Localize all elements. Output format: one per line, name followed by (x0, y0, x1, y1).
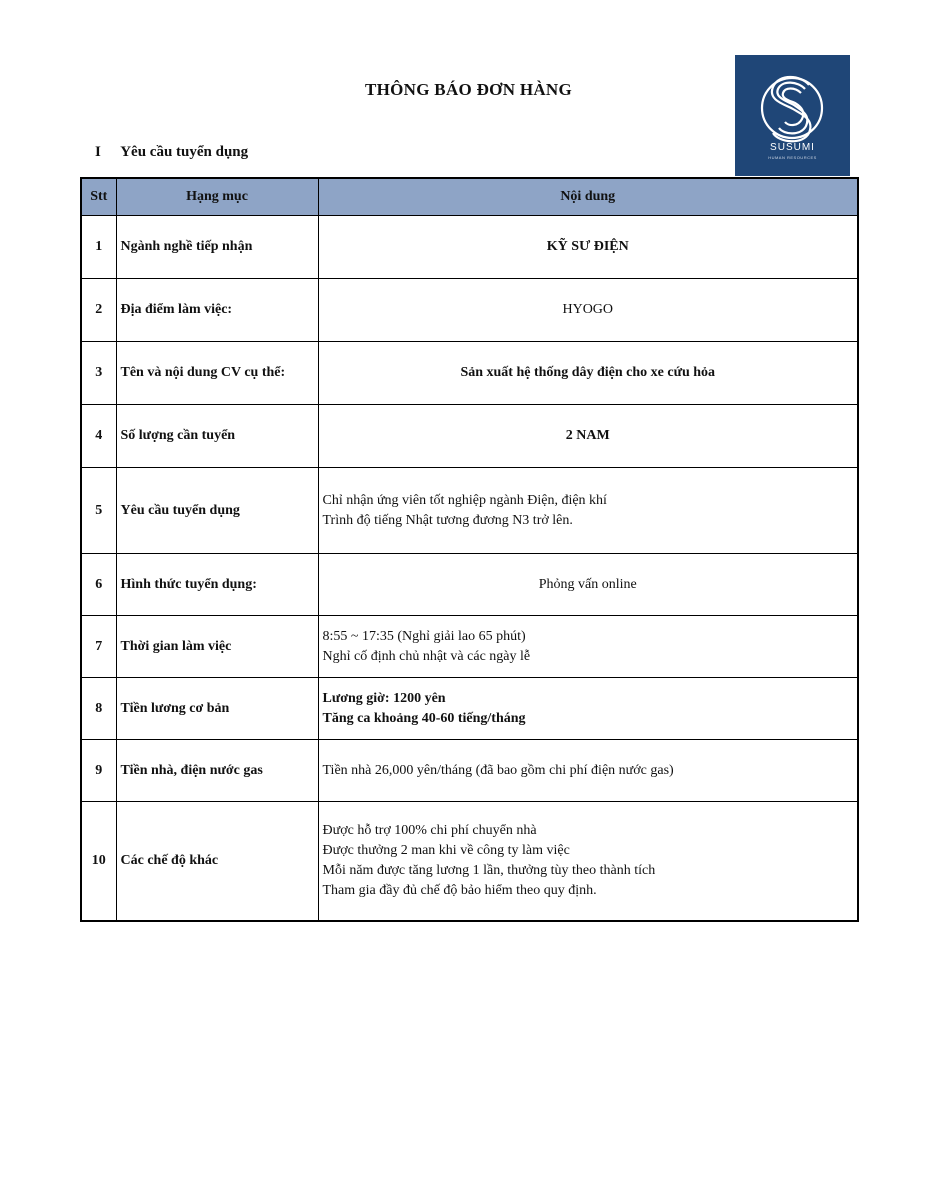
row-number: 1 (81, 216, 116, 279)
row-item: Tiền lương cơ bản (116, 678, 318, 740)
content-line: Chỉ nhận ứng viên tốt nghiệp ngành Điện, điện khí (322, 492, 607, 508)
section-number: I (95, 144, 101, 160)
content-line: 8:55 ~ 17:35 (Nghỉ giải lao 65 phút) (322, 628, 526, 644)
row-number: 3 (81, 342, 116, 405)
section-heading (95, 144, 248, 161)
row-content (318, 554, 858, 616)
header-item: Hạng mục (116, 178, 318, 216)
row-item: Ngành nghề tiếp nhận (116, 216, 318, 279)
content-line: Được thưởng 2 man khi về công ty làm việc (322, 842, 570, 858)
content-line: Tiền nhà 26,000 yên/tháng (đã bao gồm chi phí điện nước gas) (322, 762, 674, 778)
page-title: THÔNG BÁO ĐƠN HÀNG (364, 80, 573, 99)
row-number: 8 (81, 678, 116, 740)
row-number: 4 (81, 405, 116, 468)
row-content (318, 740, 858, 802)
row-item: Các chế độ khác (116, 802, 318, 921)
company-logo (735, 55, 850, 176)
content-line: Sản xuất hệ thống dây điện cho xe cứu hỏa (460, 365, 716, 380)
row-item: Tiền nhà, điện nước gas (116, 740, 318, 802)
row-number: 5 (81, 468, 116, 554)
order-table (80, 177, 859, 922)
table-row (81, 678, 858, 740)
table-row (81, 216, 858, 279)
row-number: 6 (81, 554, 116, 616)
row-item: Địa điểm làm việc: (116, 279, 318, 342)
row-number: 10 (81, 802, 116, 921)
table-row (81, 740, 858, 802)
content-line: Được hỗ trợ 100% chi phí chuyển nhà (322, 822, 537, 838)
table-row (81, 468, 858, 554)
content-line: Trình độ tiếng Nhật tương đương N3 trở lên. (322, 512, 573, 528)
table-row (81, 802, 858, 921)
content-line: Tăng ca khoảng 40-60 tiếng/tháng (322, 710, 526, 726)
row-content (318, 802, 858, 921)
content-line: Phỏng vấn online (538, 576, 637, 592)
row-content (318, 279, 858, 342)
logo-tagline: HUMAN RESOURCES (768, 155, 817, 160)
header-stt: Stt (81, 178, 116, 216)
header-content: Nội dung (318, 178, 858, 216)
row-item: Thời gian làm việc (116, 616, 318, 678)
row-number: 7 (81, 616, 116, 678)
row-number: 9 (81, 740, 116, 802)
row-item: Yêu cầu tuyển dụng (116, 468, 318, 554)
content-line: HYOGO (562, 302, 614, 317)
content-line: Tham gia đầy đủ chế độ bảo hiểm theo quy định. (322, 882, 597, 898)
row-content (318, 616, 858, 678)
row-content (318, 468, 858, 554)
row-item: Số lượng cần tuyển (116, 405, 318, 468)
content-line: 2 NAM (565, 428, 610, 443)
table-row (81, 279, 858, 342)
content-line: Mỗi năm được tăng lương 1 lần, thưởng tùy theo thành tích (322, 862, 656, 878)
row-content (318, 342, 858, 405)
row-number: 2 (81, 279, 116, 342)
table-row (81, 342, 858, 405)
row-item: Hình thức tuyển dụng: (116, 554, 318, 616)
table-row (81, 554, 858, 616)
row-content (318, 678, 858, 740)
table-row (81, 616, 858, 678)
content-line: Lương giờ: 1200 yên (322, 690, 446, 706)
row-content (318, 216, 858, 279)
row-item: Tên và nội dung CV cụ thể: (116, 342, 318, 405)
table-header-row (81, 178, 858, 216)
content-line: KỸ SƯ ĐIỆN (546, 239, 629, 254)
table-row (81, 405, 858, 468)
section-label: Yêu cầu tuyển dụng (120, 144, 249, 160)
logo-name: SUSUMI (770, 142, 815, 153)
row-content (318, 405, 858, 468)
content-line: Nghỉ cố định chủ nhật và các ngày lễ (322, 648, 531, 664)
